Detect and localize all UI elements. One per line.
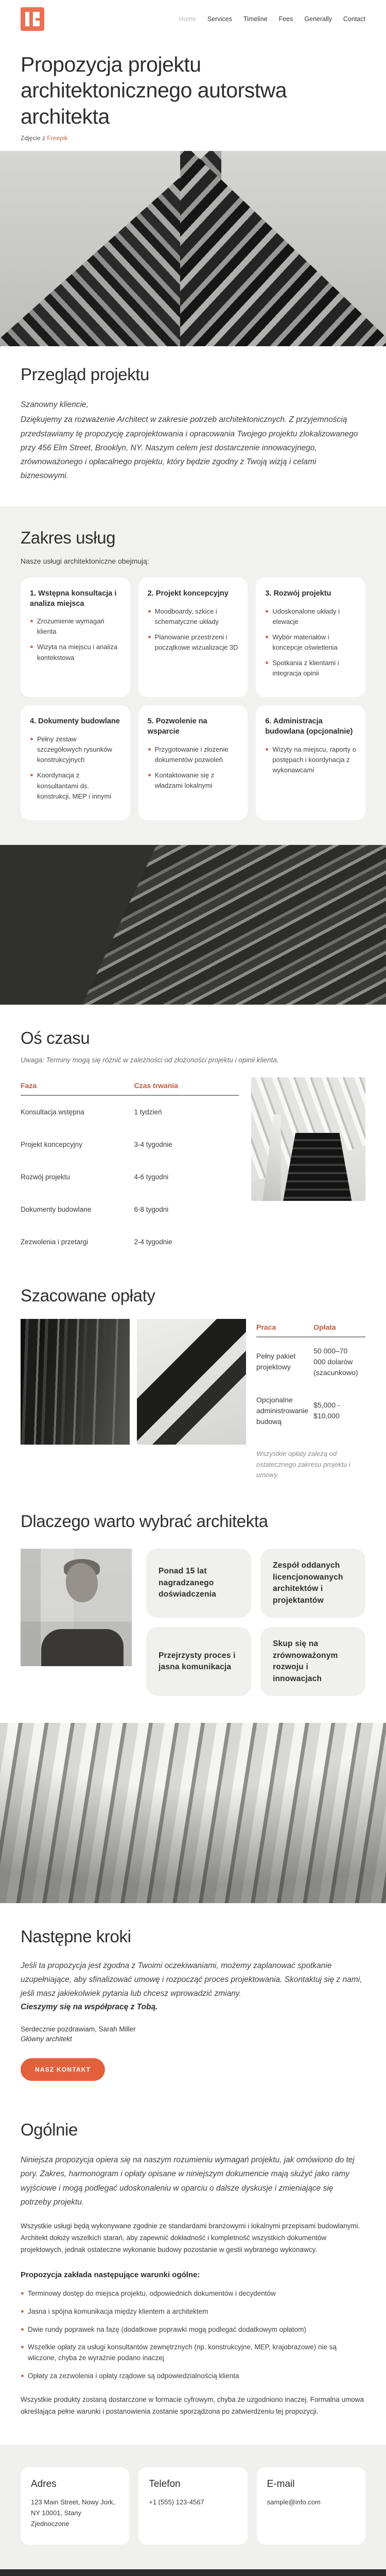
table-row <box>21 1128 239 1161</box>
table-row <box>21 1161 239 1193</box>
why-card: Przejrzysty proces i jasna komunikacja <box>146 1627 251 1696</box>
page-title: Propozycja projektu architektonicznego autorstwa architekta <box>21 53 287 128</box>
contact-card-phone <box>138 2467 247 2545</box>
why-heading: Dlaczego warto wybrać architekta <box>21 1512 268 1531</box>
general-outro: Wszystkie produkty zostaną dostarczone w formacie cyfrowym, chyba że uzgodniono inaczej. Formalna umowa określająca pełne warunki i postanowienia zostanie sporządzona po zatwierdzeniu tej propozycji. <box>21 2396 364 2416</box>
section-overview <box>0 346 386 506</box>
table-row <box>21 1095 239 1128</box>
signature: Serdecznie pozdrawiam, Sarah Miller <box>21 2025 136 2033</box>
freepik-link[interactable]: Freepik <box>47 134 68 142</box>
timeline-phase: Konsultacja wstępna <box>21 1108 84 1116</box>
term-item: Terminowy dostęp do miejsca projektu, odpowiednich dokumentów i decydentów <box>21 2289 365 2299</box>
contact-card-title: E-mail <box>267 2479 295 2490</box>
general-terms-list <box>21 2289 365 2382</box>
overview-body: Dziękujemy za rozważenie Architect w zakresie potrzeb architektonicznych. Z przyjemnością przedstawiamy tę propozycję zaprojektowania i opracowania Twojego projektu zlokalizowanego przy 456 Elm Street, Brooklyn, NY. Naszym celem jest dostarczenie innowacyjnego, zrównoważonego i opłacalnego projektu, który będzie zgodny z Twoją wizją i celami biznesowymi. <box>21 415 358 480</box>
timeline-table <box>21 1077 239 1258</box>
overview-heading: Przegląd projektu <box>21 365 150 384</box>
fee-amount: 50 000–70 000 dolarów (szacunkowo) <box>313 1346 358 1377</box>
photo-credit <box>21 134 365 142</box>
hero-image <box>0 151 386 346</box>
why-card: Zespół oddanych licencjonowanych architektów i projektantów <box>260 1549 365 1618</box>
term-item: Opłaty za zezwolenia i opłaty rządowe są odpowiedzialnością klienta <box>21 2371 365 2382</box>
service-card <box>138 578 248 697</box>
table-row <box>256 1337 365 1386</box>
service-item: Koordynacja z konsultantami ds. konstrukcji, MEP i innymi <box>30 770 121 801</box>
general-heading: Ogólnie <box>21 2120 78 2140</box>
timeline-col-phase: Faza <box>21 1077 134 1095</box>
service-item: Wizyty na miejscu, raporty o postępach i koordynacja z wykonawcami <box>265 744 356 775</box>
table-row <box>21 1226 239 1258</box>
nav-item-timeline[interactable]: Timeline <box>243 15 268 23</box>
services-subtitle: Nasze usługi architektoniczne obejmują: <box>21 557 149 566</box>
timeline-duration: 1 tydzień <box>134 1108 162 1116</box>
timeline-phase: Dokumenty budowlane <box>21 1205 92 1213</box>
why-cards-grid <box>146 1549 365 1696</box>
fee-work: Pełny pakiet projektowy <box>256 1352 296 1371</box>
photo-credit-text: Zdjęcie z <box>21 134 47 142</box>
header <box>0 0 386 36</box>
portrait-suit <box>41 1629 124 1666</box>
general-intro: Niniejsza propozycja opiera się na naszym rozumieniu wymagań projektu, jak omówiono do tej pory. Zakres, harmonogram i opłaty opisane w niniejszym dokumencie mają służyć jako ramy wyjściowe i mogą podlegać udoskonaleniu w oparciu o dalsze dyskusje i zmieniające się potrzeby projektu. <box>21 2156 355 2207</box>
service-card <box>21 705 130 820</box>
service-item: Przygotowanie i złożenie dokumentów pozwoleń <box>148 744 239 765</box>
service-card <box>256 578 365 697</box>
portrait-head <box>66 1563 98 1602</box>
timeline-phase: Zezwolenia i przetargi <box>21 1238 89 1246</box>
service-item: Moodboardy, szkice i schematyczne układy <box>148 606 239 627</box>
service-card-title: 6. Administracja budowlana (opcjonalnie) <box>265 717 353 736</box>
service-card <box>138 705 248 820</box>
architect-portrait-image <box>21 1549 132 1666</box>
contact-card-title: Telefon <box>149 2479 181 2490</box>
service-card-title: 1. Wstępna konsultacja i analiza miejsca <box>30 589 117 608</box>
wavy-structure-image <box>0 1723 386 1903</box>
section-contact <box>0 2445 386 2569</box>
building-corner-image <box>0 845 386 1005</box>
table-row <box>256 1386 365 1435</box>
nav-item-generally[interactable]: Generally <box>304 15 332 23</box>
section-services <box>0 506 386 845</box>
timeline-duration: 4-6 tygodni <box>134 1173 169 1181</box>
timeline-duration: 3-4 tygodnie <box>134 1140 172 1148</box>
wavy-structure-shade <box>0 1723 386 1903</box>
skyscraper-image <box>21 1319 130 1445</box>
next-steps-body: Jeśli ta propozycja jest zgodna z Twoimi oczekiwaniami, możemy zaplanować spotkanie uzupełniające, aby sfinalizować umowę i rozpocząć proces projektowania. Skontaktuj się z nami, jeśli masz jakiekolwiek pytania lub chcesz wprowadzić zmiany. <box>21 1961 362 1998</box>
signature-role: Główny architekt <box>21 2035 72 2043</box>
fee-work: Opcjonalne administrowanie budową <box>256 1395 309 1426</box>
service-item: Zrozumienie wymagań klienta <box>30 616 121 637</box>
section-next-steps <box>0 1903 386 2107</box>
timeline-duration: 2-4 tygodnie <box>134 1238 172 1246</box>
service-card-title: 3. Rozwój projektu <box>265 589 331 598</box>
fees-col-work: Praca <box>256 1319 313 1337</box>
contact-card-address <box>21 2467 129 2545</box>
next-steps-heading: Następne kroki <box>21 1926 131 1946</box>
fees-col-fee: Opłata <box>313 1319 365 1337</box>
next-steps-closing: Cieszymy się na współpracę z Tobą. <box>21 2003 158 2012</box>
general-body: Wszystkie usługi będą wykonywane zgodnie ze standardami branżowymi i lokalnymi przepisami budowlanymi. Architekt dołoży wszelkich starań, aby zapewnić dokładność i kompletność wszystkich dokumentów projektowych, jednak ostateczne wykonanie budowy pozostanie w gestii wybranego wykonawcy. <box>21 2222 360 2253</box>
service-item: Wizyta na miejscu i analiza kontekstowa <box>30 642 121 663</box>
fees-heading: Szacowane opłaty <box>21 1285 155 1305</box>
hero-image-right-facade <box>180 151 386 346</box>
service-item: Pełny zestaw szczegółowych rysunków konstrukcyjnych <box>30 734 121 765</box>
service-card-title: 4. Dokumenty budowlane <box>30 717 120 726</box>
service-item: Planowanie przestrzeni i początkowe wizualizacje 3D <box>148 632 239 653</box>
service-item: Wybór materiałów i koncepcje oświetlenia <box>265 632 356 653</box>
services-heading: Zakres usług <box>21 528 116 548</box>
section-timeline <box>0 1005 386 1279</box>
service-item: Spotkania z klientami i integracja opinii <box>265 658 356 679</box>
contact-card-value[interactable]: sample@info.com <box>267 2498 321 2506</box>
timeline-note: Uwaga: Terminy mogą się różnić w zależności od złożoności projektu i opinii klienta. <box>21 1056 279 1064</box>
section-why <box>0 1504 386 1723</box>
services-grid <box>21 578 365 697</box>
why-card: Ponad 15 lat nagradzanego doświadczenia <box>146 1549 251 1618</box>
timeline-phase: Rozwój projektu <box>21 1173 71 1181</box>
brand-logo-icon[interactable] <box>21 7 44 31</box>
contact-card-value: 123 Main Street, Nowy Jork, NY 10001, Stany Zjednoczone <box>31 2498 115 2528</box>
service-item: Kontaktowanie się z władzami lokalnymi <box>148 770 239 791</box>
logo-bar-icon <box>25 12 29 26</box>
nav-item-home[interactable]: Home <box>179 15 196 23</box>
timeline-heading: Oś czasu <box>21 1028 90 1047</box>
fee-amount: $5,000 - $10,000 <box>313 1401 340 1420</box>
logo-notch-icon <box>36 18 40 21</box>
term-item: Wszelkie opłaty za usługi konsultantów zewnętrznych (np. konstrukcyjne, MEP, krajobrazowe) nie są wliczone, chyba że wyraźnie podano inaczej <box>21 2342 365 2364</box>
table-row <box>21 1193 239 1226</box>
overview-greeting: Szanowny kliencie, <box>21 400 89 410</box>
facade-image <box>137 1319 246 1445</box>
timeline-duration: 6-8 tygodni <box>134 1205 169 1213</box>
footer-bar <box>0 2569 386 2576</box>
nav-item-contact[interactable]: Contact <box>343 15 365 23</box>
service-card <box>256 705 365 820</box>
service-item: Udoskonalone układy i elewacje <box>265 606 356 627</box>
staircase-image <box>251 1077 365 1201</box>
contact-card-title: Adres <box>31 2479 57 2490</box>
service-card-title: 5. Pozwolenie na wsparcie <box>147 717 207 736</box>
service-card-title: 2. Projekt koncepcyjny <box>147 589 229 598</box>
contact-card-value[interactable]: +1 (555) 123-4567 <box>149 2498 204 2506</box>
timeline-phase: Projekt koncepcyjny <box>21 1140 83 1148</box>
term-item: Jasna i spójna komunikacja między klientem a architektem <box>21 2307 365 2317</box>
section-general <box>0 2107 386 2445</box>
why-card: Skup się na zrównoważonym rozwoju i innowacjach <box>260 1627 365 1696</box>
main-nav <box>179 15 365 23</box>
fees-note: Wszystkie opłaty zależą od ostatecznego zakresu projektu i umowy. <box>256 1449 350 1479</box>
section-fees <box>0 1279 386 1504</box>
general-terms-heading: Propozycja zakłada następujące warunki ogólne: <box>21 2270 200 2279</box>
services-grid <box>21 705 365 820</box>
term-item: Dwie rundy poprawek na fazę (dodatkowe poprawki mogą podlegać dodatkowym opłatom) <box>21 2325 365 2335</box>
nav-item-fees[interactable]: Fees <box>278 15 293 23</box>
contact-button[interactable]: NASZ KONTAKT <box>21 2058 105 2081</box>
fees-table <box>253 1319 365 1481</box>
nav-item-services[interactable]: Services <box>207 15 232 23</box>
timeline-col-duration: Czas trwania <box>134 1077 239 1095</box>
contact-card-email <box>257 2467 365 2545</box>
service-card <box>21 578 130 697</box>
